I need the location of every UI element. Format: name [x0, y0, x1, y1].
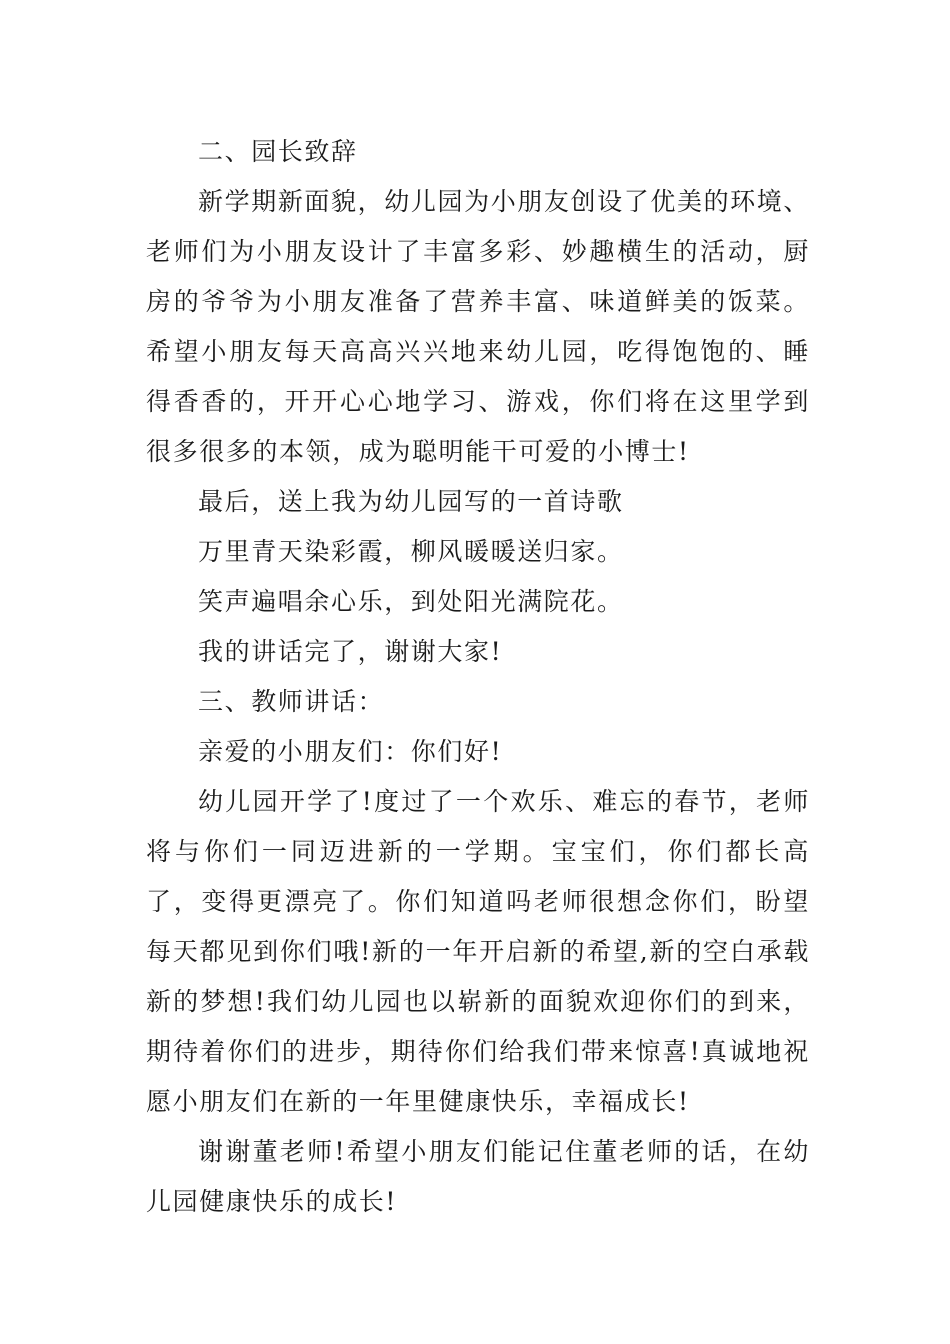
principal-speech-paragraph: 新学期新面貌，幼儿园为小朋友创设了优美的环境、老师们为小朋友设计了丰富多彩、妙趣横生的活动，厨房的爷爷为小朋友准备了营养丰富、味道鲜美的饭菜。希望小朋友每天高高兴兴地来幼儿园，吃得饱饱的、睡得香香的，开开心心地学习、游戏，你们将在这里学到很多很多的本领，成为聪明能干可爱的小博士!: [146, 187, 810, 466]
teacher-greeting-line: 亲爱的小朋友们：你们好!: [198, 737, 503, 766]
poem-line-1: 万里青天染彩霞，柳风暖暖送归家。: [198, 537, 624, 566]
closing-thanks-paragraph: 谢谢董老师!希望小朋友们能记住董老师的话，在幼儿园健康快乐的成长!: [146, 1137, 810, 1216]
speech-closing-line: 我的讲话完了，谢谢大家!: [198, 637, 503, 666]
section-heading-principal-speech: 二、园长致辞: [198, 137, 358, 166]
poem-intro-line: 最后，送上我为幼儿园写的一首诗歌: [198, 487, 624, 516]
section-heading-teacher-speech: 三、教师讲话：: [198, 687, 385, 716]
document-body: [146, 127, 810, 1227]
poem-line-2: 笑声遍唱余心乐，到处阳光满院花。: [198, 587, 624, 616]
teacher-speech-paragraph: 幼儿园开学了!度过了一个欢乐、难忘的春节，老师将与你们一同迈进新的一学期。宝宝们，你们都长高了，变得更漂亮了。你们知道吗老师很想念你们，盼望每天都见到你们哦!新的一年开启新的希望,新的空白承载新的梦想!我们幼儿园也以崭新的面貌欢迎你们的到来，期待着你们的进步，期待你们给我们带来惊喜!真诚地祝愿小朋友们在新的一年里健康快乐，幸福成长!: [146, 787, 810, 1116]
